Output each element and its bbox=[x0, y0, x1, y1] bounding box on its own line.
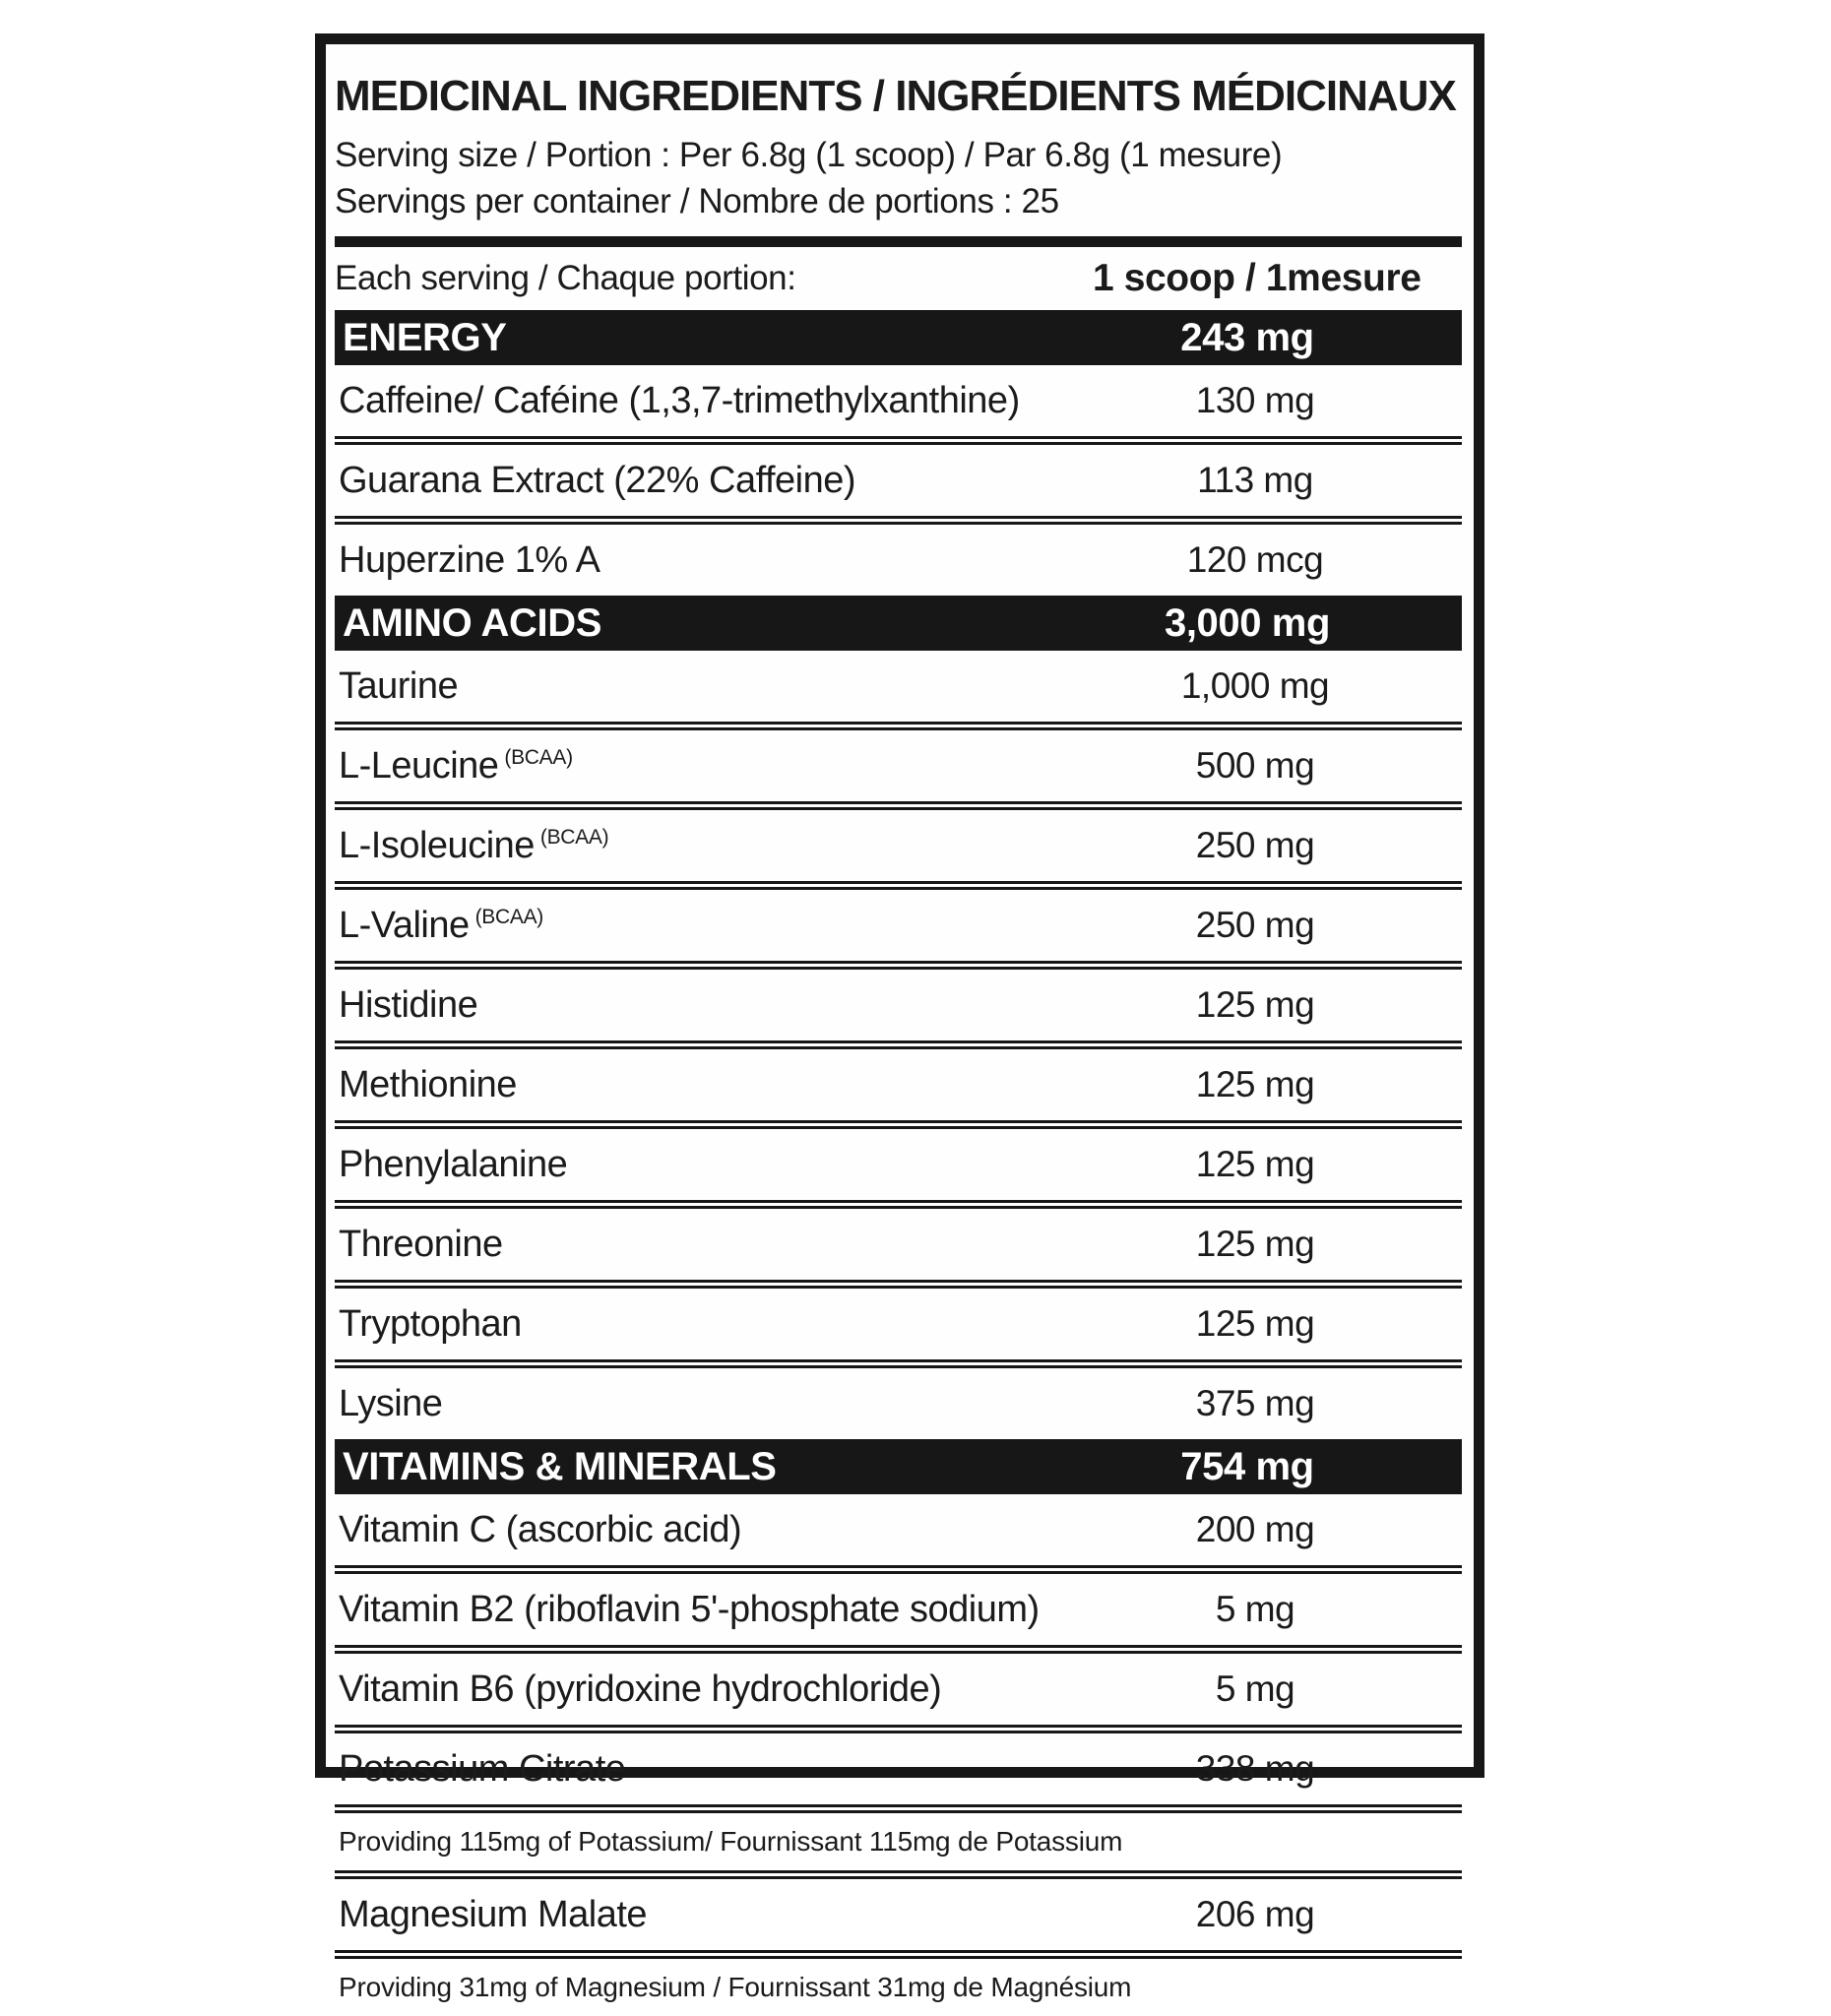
row-divider bbox=[335, 1200, 1462, 1209]
ingredient-row bbox=[335, 1654, 1462, 1725]
ingredient-name: Vitamin C (ascorbic acid) bbox=[339, 1508, 742, 1550]
row-divider bbox=[335, 1950, 1462, 1959]
row-divider bbox=[335, 1359, 1462, 1368]
ingredient-name: Potassium Citrate bbox=[339, 1747, 626, 1790]
ingredient-amount: 113 mg bbox=[1197, 460, 1313, 501]
ingredient-amount: 125 mg bbox=[1195, 1303, 1315, 1345]
row-divider bbox=[335, 1120, 1462, 1129]
section-header bbox=[335, 1439, 1462, 1494]
row-divider bbox=[335, 1804, 1462, 1813]
ingredient-name: Taurine bbox=[339, 664, 459, 707]
serving-size-line: Serving size / Portion : Per 6.8g (1 scoop) / Par 6.8g (1 mesure) bbox=[335, 136, 1283, 175]
section-amount: 243 mg bbox=[1180, 315, 1314, 359]
ingredient-name: L-Valine $^{(BCAA)}$ bbox=[339, 904, 543, 946]
ingredient-amount: 125 mg bbox=[1195, 1064, 1315, 1105]
header-rule bbox=[335, 236, 1462, 247]
ingredient-name: Huperzine 1% A bbox=[339, 538, 600, 581]
ingredient-name: Histidine bbox=[339, 983, 478, 1026]
row-divider bbox=[335, 1870, 1462, 1879]
bcaa-superscript: (BCAA) bbox=[504, 746, 573, 770]
ingredient-row bbox=[335, 810, 1462, 881]
ingredient-name: Vitamin B6 (pyridoxine hydrochloride) bbox=[339, 1668, 942, 1710]
servings-per-container-line: Servings per container / Nombre de portions : 25 bbox=[335, 182, 1059, 221]
row-divider bbox=[335, 1280, 1462, 1289]
ingredient-amount: 5 mg bbox=[1215, 1669, 1295, 1710]
ingredient-amount: 125 mg bbox=[1195, 1224, 1315, 1265]
medicinal-ingredients-panel bbox=[315, 33, 1484, 2003]
ingredient-row bbox=[335, 525, 1462, 596]
ingredients-table bbox=[335, 310, 1462, 2016]
ingredient-amount: 5 mg bbox=[1215, 1589, 1295, 1630]
section-header bbox=[335, 596, 1462, 651]
each-serving-value: 1 scoop / 1mesure bbox=[1093, 257, 1421, 300]
ingredient-row bbox=[335, 1733, 1462, 1804]
note-row bbox=[335, 1813, 1462, 1870]
section-amount: 754 mg bbox=[1180, 1444, 1314, 1488]
ingredient-row bbox=[335, 1049, 1462, 1120]
ingredient-row bbox=[335, 1209, 1462, 1280]
row-divider bbox=[335, 961, 1462, 970]
ingredient-amount: 375 mg bbox=[1195, 1383, 1315, 1424]
ingredient-row bbox=[335, 445, 1462, 516]
ingredient-name: Threonine bbox=[339, 1223, 503, 1265]
ingredient-amount: 500 mg bbox=[1195, 745, 1315, 787]
ingredient-row bbox=[335, 1574, 1462, 1645]
ingredient-amount: 250 mg bbox=[1195, 825, 1315, 866]
ingredient-amount: 338 mg bbox=[1195, 1748, 1315, 1790]
ingredient-amount: 206 mg bbox=[1195, 1894, 1315, 1935]
ingredient-row bbox=[335, 651, 1462, 722]
each-serving-label: Each serving / Chaque portion: bbox=[335, 259, 796, 298]
row-divider bbox=[335, 436, 1462, 445]
ingredient-row bbox=[335, 970, 1462, 1040]
ingredient-row bbox=[335, 1368, 1462, 1439]
row-divider bbox=[335, 801, 1462, 810]
ingredient-amount: 200 mg bbox=[1195, 1509, 1315, 1550]
note-row bbox=[335, 1959, 1462, 2016]
section-amount: 3,000 mg bbox=[1164, 600, 1330, 645]
row-divider bbox=[335, 722, 1462, 730]
ingredient-name: Guarana Extract (22% Caffeine) bbox=[339, 459, 856, 501]
section-name: VITAMINS & MINERALS bbox=[343, 1444, 777, 1488]
section-header bbox=[335, 310, 1462, 365]
ingredient-row bbox=[335, 1494, 1462, 1565]
ingredient-amount: 120 mcg bbox=[1186, 539, 1324, 581]
ingredient-amount: 130 mg bbox=[1195, 380, 1315, 421]
ingredient-row bbox=[335, 890, 1462, 961]
ingredient-name: Vitamin B2 (riboflavin 5'-phosphate sodium) bbox=[339, 1588, 1040, 1630]
ingredient-name: Caffeine/ Caféine (1,3,7-trimethylxanthine) bbox=[339, 379, 1020, 421]
ingredient-row bbox=[335, 1129, 1462, 1200]
section-name: ENERGY bbox=[343, 315, 507, 359]
ingredient-name: Methionine bbox=[339, 1063, 517, 1105]
ingredient-name: Phenylalanine bbox=[339, 1143, 568, 1185]
row-divider bbox=[335, 516, 1462, 525]
section-name: AMINO ACIDS bbox=[343, 600, 602, 645]
row-divider bbox=[335, 1645, 1462, 1654]
ingredient-name: Tryptophan bbox=[339, 1302, 522, 1345]
ingredient-amount: 125 mg bbox=[1195, 984, 1315, 1026]
row-divider bbox=[335, 1565, 1462, 1574]
ingredient-row bbox=[335, 1879, 1462, 1950]
ingredient-name: L-Isoleucine $^{(BCAA)}$ bbox=[339, 824, 609, 866]
ingredient-row bbox=[335, 1289, 1462, 1359]
ingredient-amount: 1,000 mg bbox=[1180, 665, 1330, 707]
panel-title: MEDICINAL INGREDIENTS / INGRÉDIENTS MÉDICINAUX bbox=[335, 72, 1456, 120]
row-divider bbox=[335, 881, 1462, 890]
bcaa-superscript: (BCAA) bbox=[539, 826, 609, 850]
note-text: Providing 31mg of Magnesium / Fournissant 31mg de Magnésium bbox=[339, 1972, 1132, 2003]
ingredient-name: L-Leucine $^{(BCAA)}$ bbox=[339, 744, 573, 787]
note-text: Providing 115mg of Potassium/ Fournissant 115mg de Potassium bbox=[339, 1826, 1123, 1858]
row-divider bbox=[335, 1040, 1462, 1049]
row-divider bbox=[335, 1725, 1462, 1733]
ingredient-name: Lysine bbox=[339, 1382, 443, 1424]
each-serving-row bbox=[335, 247, 1462, 310]
bcaa-superscript: (BCAA) bbox=[474, 906, 543, 929]
ingredient-row bbox=[335, 730, 1462, 801]
ingredient-row bbox=[335, 365, 1462, 436]
ingredient-name: Magnesium Malate bbox=[339, 1893, 648, 1935]
ingredient-amount: 250 mg bbox=[1195, 905, 1315, 946]
ingredient-amount: 125 mg bbox=[1195, 1144, 1315, 1185]
